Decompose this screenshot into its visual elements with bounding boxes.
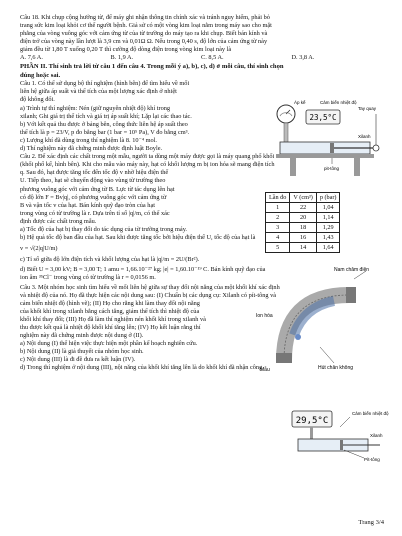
q1-item-a-cont: xilanh; Ghi giá trị thể tích và giá trị áp suất khí; Lặp lại các thao tác.: [20, 112, 192, 120]
q2-item-d-cont: ion âm ³⁵Cl⁻ trong vùng có từ trường là r = 0,0156 m.: [20, 274, 156, 282]
table-cell: 1: [266, 203, 290, 213]
table-header: Lần đo: [266, 193, 290, 203]
part-2-title-cont: đúng hoặc sai.: [20, 71, 61, 79]
q3-line: thu được kết quả là nhiệt độ khối khí tăng lên; (IV) Họ kết luận rằng thí: [20, 324, 201, 331]
option-b: B. 1,9 A.: [110, 54, 134, 62]
q3-line: khối khí thay đổi; (III) Họ đã làm thí nghiệm nén khối khí trong xilanh và: [20, 315, 206, 323]
q2-line: định được các chất trong mẫu.: [20, 217, 97, 225]
table-cell: 22: [290, 203, 316, 213]
table-cell: 20: [290, 213, 316, 223]
q2-item-b: b) Hệ quả tốc độ ban đầu của hạt. Sau khi được tăng tốc bởi hiệu điện thế U, tốc độ của hạt là: [20, 234, 256, 242]
temp-readout-2: 29,5°C: [295, 416, 329, 426]
q1-line: liên hệ giữa áp suất và thể tích của một lượng xác định ở nhiệt: [20, 88, 177, 96]
q3-line: cảm biến nhiệt độ (hình vẽ); (II) Họ cho rằng khi làm thay đổi nội năng: [20, 299, 200, 307]
table-cell: 1,64: [316, 243, 340, 253]
table-cell: 1,43: [316, 233, 340, 243]
table-cell: 1,29: [316, 223, 340, 233]
label-ionization: Ion hóa: [256, 313, 273, 319]
label-ap-ke: Áp kế: [294, 100, 306, 105]
q1-item-b-cont: thể tích là p = 23/V, p đo bằng bar (1 bar = 10⁵ Pa), V đo bằng cm³.: [20, 128, 190, 136]
q2-item-d: d) Biết U = 3,00 kV; B = 3,00 T; 1 amu = 1,66.10⁻²⁷ kg; |e| = 1,60.10⁻¹⁹ C. Bán kính quỹ đạo của: [20, 266, 266, 274]
table-header: V (cm³): [290, 193, 316, 203]
table-cell: 18: [290, 223, 316, 233]
label-sample: Mẫu: [260, 367, 270, 373]
q2-line: B và vận tốc v của hạt. Bán kính quỹ đạo tròn của hạt: [20, 201, 155, 209]
q18-line: phẳng của vòng vuông góc với cảm ứng từ của từ trường do máy tạo ra khi chụp. Biết bán kính và: [20, 30, 268, 38]
q3-item-d: d) Trong thí nghiệm ở nội dung (III), nội năng của khối khí tăng lên là do khối khí đã nhận công.: [20, 364, 264, 372]
label-electromagnet: Nam châm điện: [334, 267, 370, 273]
label-cylinder: Xilanh: [370, 433, 383, 438]
q18-line: điện trở của vòng này lần lượt là 3,9 cm và 0,01Ω Ω. Nếu trong 0,40 s, độ lớn của cảm ứng từ này: [20, 38, 268, 46]
label-temp-sensor: Cảm biến nhiệt độ: [352, 411, 389, 416]
q2-line: q. Sau đó, hạt được tăng tốc đến tốc độ v nhờ hiệu điện thế: [20, 169, 169, 177]
table-cell: 16: [290, 233, 316, 243]
label-vacuum: Hút chân không: [318, 365, 354, 371]
table-row: [266, 213, 340, 223]
table-cell: 3: [266, 223, 290, 233]
table-row: [266, 233, 340, 243]
q1-line: độ không đổi.: [20, 96, 55, 104]
label-xilanh: Xilanh: [358, 134, 371, 139]
option-a: A. 7,6 A.: [20, 54, 43, 62]
q1-line: Câu 1. Có thể sử dụng bộ thí nghiệm (hình bên) để tìm hiểu về mối: [20, 80, 190, 88]
q3-item-c: c) Nội dung (III) là đi đề đưa ra kết luận (IV).: [20, 356, 136, 364]
question-18: [20, 14, 382, 62]
q3-line: Câu 3. Một nhóm học sinh tìm hiểu về mối liên hệ giữa sự thay đổi nội năng của một khối khí xác định: [20, 283, 280, 291]
q18-options: [20, 54, 382, 62]
q2-line: Câu 2. Để xác định các chất trong một mẫu, người ta dùng một máy được gọi là máy quang phổ khối: [20, 153, 275, 161]
q3-item-b: b) Nội dung (II) là giả thuyết của nhóm học sinh.: [20, 348, 144, 356]
q2-formula-v: v = √(2|q|U/m): [20, 245, 58, 253]
q3-line: và nhiệt độ của nó. Họ đã thực hiện các nội dung sau: (I) Chuẩn bị các dụng cụ: Xilanh có pít-tông và: [20, 291, 277, 299]
q2-line: trong vùng có từ trường là r. Dựa trên tỉ số |q|/m, có thể xác: [20, 209, 170, 217]
temp-readout: 23,5°C: [309, 113, 337, 122]
q1-item-b: b) Với kết quả thu được ở bảng bên, công thức liên hệ áp suất theo: [20, 120, 188, 128]
q1-item-a: a) Trình tự thí nghiệm: Nén (giữ nguyên nhiệt độ) khí trong: [20, 104, 171, 112]
table-cell: 5: [266, 243, 290, 253]
q18-line: Câu 18. Khi chụp cộng hưởng từ, để máy ghi nhận thông tin chính xác và tránh nguy hiểm, phải bỏ: [20, 14, 270, 21]
table-cell: 1,04: [316, 203, 340, 213]
q3-item-a: a) Nội dung (I) thể hiện việc thực hiện một phần kế hoạch nghiên cứu.: [20, 340, 198, 348]
label-piston: Pít-tông: [364, 457, 380, 462]
q2-line: có độ lớn F = Bv|q|, có phương vuông góc với cảm ứng từ: [20, 193, 167, 201]
table-row: [266, 203, 340, 213]
q1-item-d: d) Thí nghiệm này đã chứng minh được định luật Boyle.: [20, 145, 163, 153]
label-tay-quay: Tay quay: [358, 106, 377, 111]
table-cell: 4: [266, 233, 290, 243]
q1-item-c: c) Lượng khí đã dùng trong thí nghiệm là 8. 10⁻⁴ mol.: [20, 136, 157, 144]
table-cell: 1,14: [316, 213, 340, 223]
part-2-title: PHẦN II. Thí sinh trả lời từ câu 1 đến câu 4. Trong mỗi ý a), b), c), d) ở mỗi câu, thí sinh chọn: [20, 63, 284, 71]
option-c: C. 8,5 A.: [201, 54, 224, 62]
q2-line: phương vuông góc với cảm ứng từ B. Lực từ tác dụng lên hạt: [20, 185, 175, 193]
page-number: Trang 3/4: [358, 519, 384, 526]
q2-line: (khối phổ kế, hình bên). Khi cho mẫu vào máy này, hạt có khối lượng m bị ion hóa sẽ mang điện tích: [20, 161, 275, 169]
table-header: p (bar): [316, 193, 340, 203]
option-d: D. 3,8 A.: [291, 54, 315, 62]
table-cell: 2: [266, 213, 290, 223]
table-row: [266, 243, 340, 253]
table-header-row: [266, 193, 340, 203]
q3-line: nghiệm này đã chứng minh được nội dung ở (II).: [20, 332, 144, 340]
q2-item-c: c) Tỉ số giữa độ lớn điện tích và khối lượng của hạt là |q|/m = 2U/(Br²).: [20, 256, 200, 264]
q2-line: U. Tiếp theo, hạt sẽ chuyển động vào vùng từ trường theo: [20, 177, 166, 185]
table-row: [266, 223, 340, 233]
measurement-table: [265, 192, 340, 253]
label-sensor: Cảm biến nhiệt độ: [320, 100, 357, 105]
q3-line: của khối khí trong xilanh bằng cách tăng, giảm thể tích thì nhiệt độ của: [20, 307, 200, 315]
mass-spectrometer-figure: [254, 265, 389, 375]
syringe-sensor-figure: [290, 407, 390, 469]
syringe-apparatus-figure: [270, 100, 385, 180]
q18-line: giảm đều từ 1,80 T xuống 0,20 T thì cường độ dòng điện trong vòng kim loại này là: [20, 46, 232, 54]
table-cell: 14: [290, 243, 316, 253]
label-pit-tong: pit-tông: [324, 166, 340, 171]
q2-item-a: a) Tốc độ của hạt bị thay đổi do tác dụng của từ trường trong máy.: [20, 225, 188, 233]
q18-line: trang sức kim loại khỏi cơ thể người bệnh. Giả sử có một vòng kim loại nằm trong máy sao cho mặt: [20, 22, 272, 30]
